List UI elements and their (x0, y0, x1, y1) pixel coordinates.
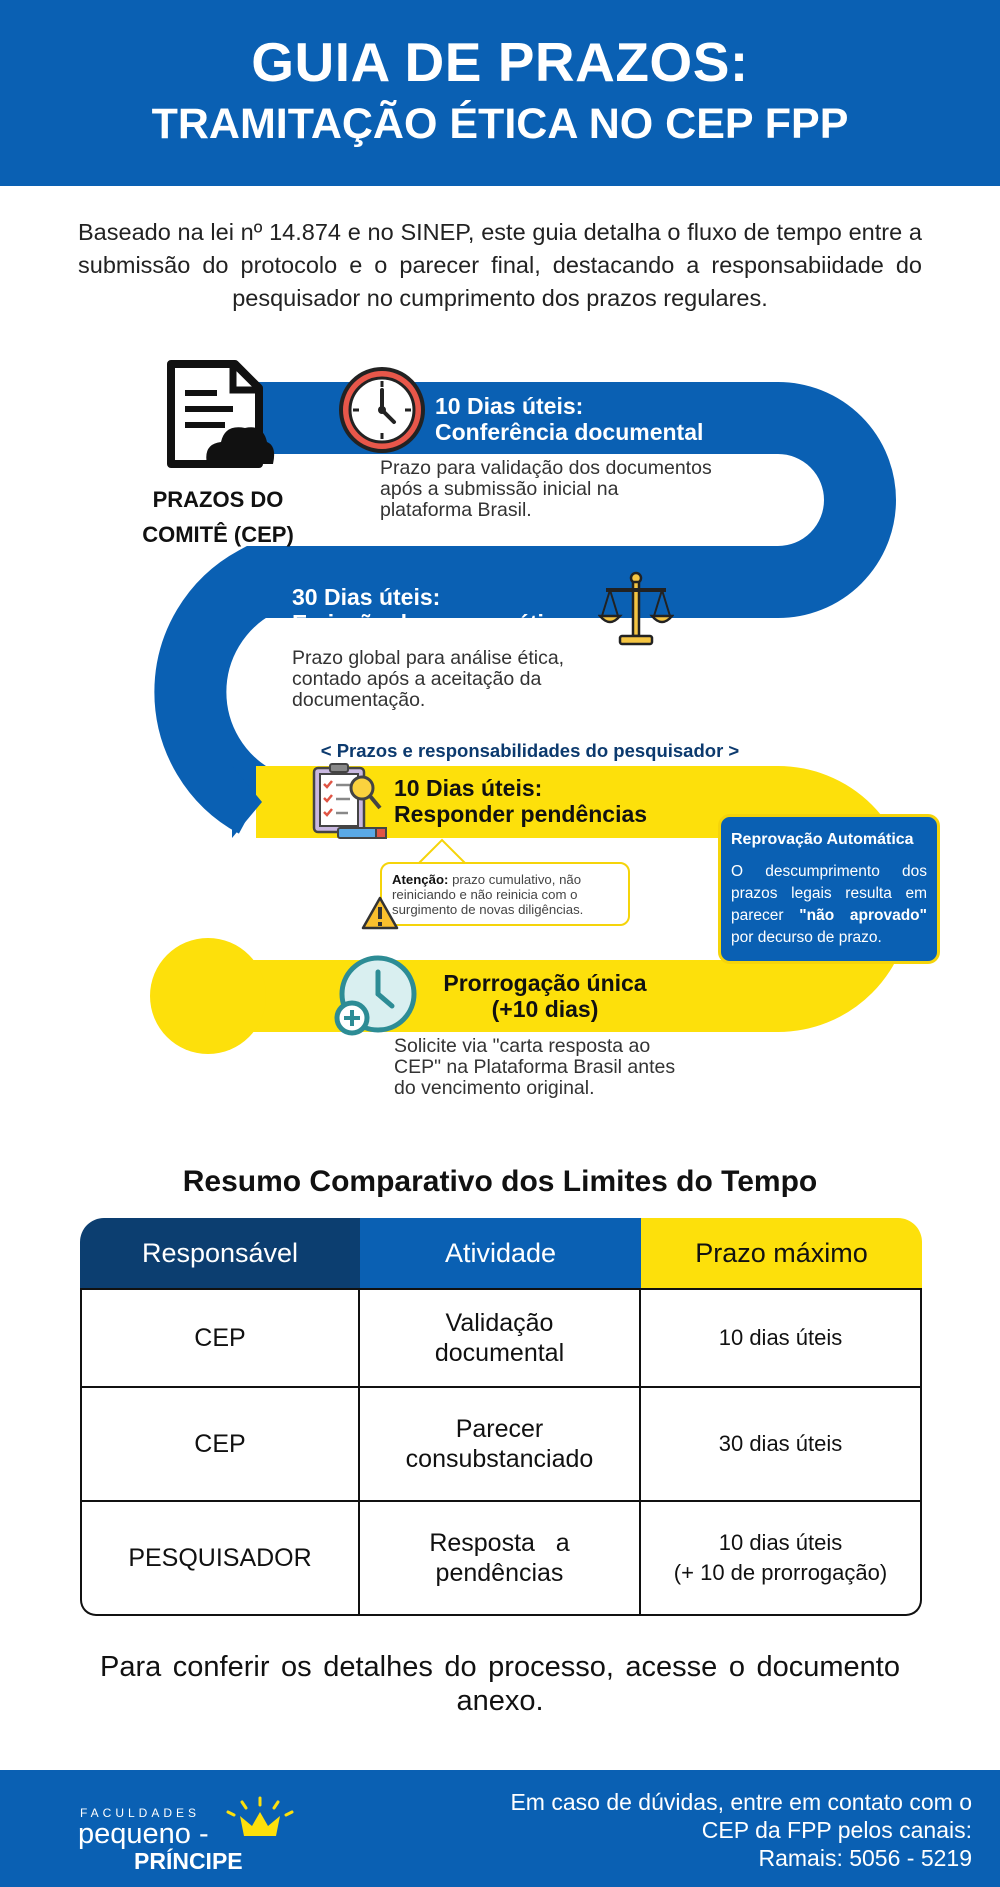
table-header-row (80, 1218, 922, 1288)
step4-title-line1: Prorrogação única (443, 970, 647, 996)
footer-contact-line2: CEP da FPP pelos canais: (701, 1817, 972, 1843)
cell-prazo-line2: (+ 10 de prorrogação) (673, 1560, 888, 1585)
header-responsavel: Responsável (80, 1218, 360, 1288)
table-row (80, 1502, 922, 1616)
cell-atividade-line1: Resposta a (429, 1529, 570, 1557)
crown-icon (220, 1796, 300, 1840)
attention-bubble-pointer-cover (408, 864, 436, 888)
auto-rejection-title: Reprovação Automática (731, 831, 914, 848)
attention-text-line2: reiniciando e não reinicia com o (392, 887, 578, 902)
cell-atividade-line2: consubstanciado (405, 1445, 594, 1473)
cell-atividade (360, 1502, 641, 1616)
auto-rejection-text-bold: "não aprovado" (799, 907, 927, 924)
step2-title (292, 584, 612, 636)
step1-desc-line2: após a submissão inicial na (380, 478, 619, 500)
step1-description (380, 458, 760, 521)
step4-title-line2: (+10 dias) (491, 996, 599, 1022)
cell-atividade-line1: Parecer (455, 1415, 544, 1443)
logo-line1: FACULDADES (80, 1806, 201, 1820)
footer-contact (432, 1788, 972, 1872)
checklist-magnifier-icon (310, 762, 390, 844)
cell-responsavel: CEP (80, 1388, 360, 1502)
auto-rejection-text (731, 861, 927, 949)
logo-line3: PRÍNCIPE (134, 1848, 243, 1874)
cell-prazo-line1: 30 dias úteis (718, 1431, 843, 1456)
cell-atividade-line2: pendências (435, 1559, 564, 1587)
step1-title (435, 393, 755, 445)
warning-icon (360, 895, 400, 931)
step1-title-line1: 10 Dias úteis: (435, 393, 584, 419)
cell-atividade-line1: Validação (445, 1309, 554, 1337)
cell-prazo-line1: 10 dias úteis (718, 1530, 843, 1555)
cell-prazo (641, 1502, 922, 1616)
step2-description (292, 648, 622, 711)
document-cloud-icon (163, 360, 275, 472)
step1-desc-line1: Prazo para validação dos documentos (380, 457, 712, 479)
auto-rejection-text-after: por decurso de prazo. (731, 929, 882, 946)
step1-desc-line3: plataforma Brasil. (380, 499, 532, 521)
clock-plus-icon (334, 954, 418, 1038)
step4-desc-line3: do vencimento original. (394, 1077, 595, 1099)
step4-description (394, 1036, 754, 1099)
auto-rejection-box (718, 814, 940, 964)
cell-responsavel: CEP (80, 1288, 360, 1388)
cell-prazo-line1: 10 dias úteis (718, 1325, 843, 1350)
logo-line2: pequeno - (78, 1818, 209, 1850)
attention-text-line1: prazo cumulativo, não (448, 872, 582, 887)
committee-label-line1: PRAZOS DO (152, 487, 284, 512)
page-title: GUIA DE PRAZOS: (251, 31, 749, 93)
footer-contact-extensions: Ramais: 5056 - 5219 (758, 1845, 972, 1871)
closing-text: Para conferir os detalhes do processo, acesse o documento anexo. (100, 1651, 900, 1717)
step4-desc-line2: CEP" na Plataforma Brasil antes (394, 1056, 676, 1078)
table-row (80, 1388, 922, 1502)
scales-icon (598, 570, 674, 648)
step2-title-line2: Emissão do parecer ético (292, 610, 571, 636)
committee-label (120, 482, 316, 552)
cell-prazo (641, 1288, 922, 1388)
auto-rejection-text-before: O descumprimento dos prazos legais resulta em parecer (731, 863, 927, 924)
step3-title-line1: 10 Dias úteis: (394, 775, 543, 801)
step2-desc-line1: Prazo global para análise ética, (292, 647, 565, 669)
committee-label-line2: COMITÊ (CEP) (142, 522, 294, 547)
researcher-section-label: < Prazos e responsabilidades do pesquisador > (320, 740, 740, 761)
page-subtitle: TRAMITAÇÃO ÉTICA NO CEP FPP (151, 100, 849, 148)
attention-label: Atenção: (392, 872, 449, 887)
step3-title-line2: Responder pendências (394, 801, 648, 827)
step3-title (394, 775, 714, 827)
summary-table-title: Resumo Comparativo dos Limites do Tempo (182, 1165, 818, 1198)
header-banner (0, 0, 1000, 186)
table-row (80, 1288, 922, 1388)
step2-desc-line3: documentação. (292, 689, 426, 711)
header-atividade: Atividade (360, 1218, 641, 1288)
cell-responsavel: PESQUISADOR (80, 1502, 360, 1616)
intro-paragraph: Baseado na lei nº 14.874 e no SINEP, este guia detalha o fluxo de tempo entre a submissão do protocolo e o parecer final, destacando a responsabiidade do pesquisador no cumprimento dos prazos regulares. (78, 219, 922, 311)
step4-desc-line1: Solicite via "carta resposta ao (394, 1035, 651, 1057)
clock-icon (338, 366, 426, 454)
step4-title (420, 970, 670, 1022)
attention-text-line3: surgimento de novas diligências. (392, 902, 584, 917)
summary-table (80, 1218, 922, 1616)
footer-contact-line1: Em caso de dúvidas, entre em contato com o (510, 1789, 972, 1815)
step2-title-line1: 30 Dias úteis: (292, 584, 441, 610)
institution-logo (78, 1806, 318, 1876)
cell-prazo (641, 1388, 922, 1502)
cell-atividade (360, 1388, 641, 1502)
cell-atividade (360, 1288, 641, 1388)
step1-title-line2: Conferência documental (435, 419, 704, 445)
cell-atividade-line2: documental (434, 1339, 565, 1367)
header-prazo: Prazo máximo (641, 1218, 922, 1288)
step2-desc-line2: contado após a aceitação da (292, 668, 542, 690)
